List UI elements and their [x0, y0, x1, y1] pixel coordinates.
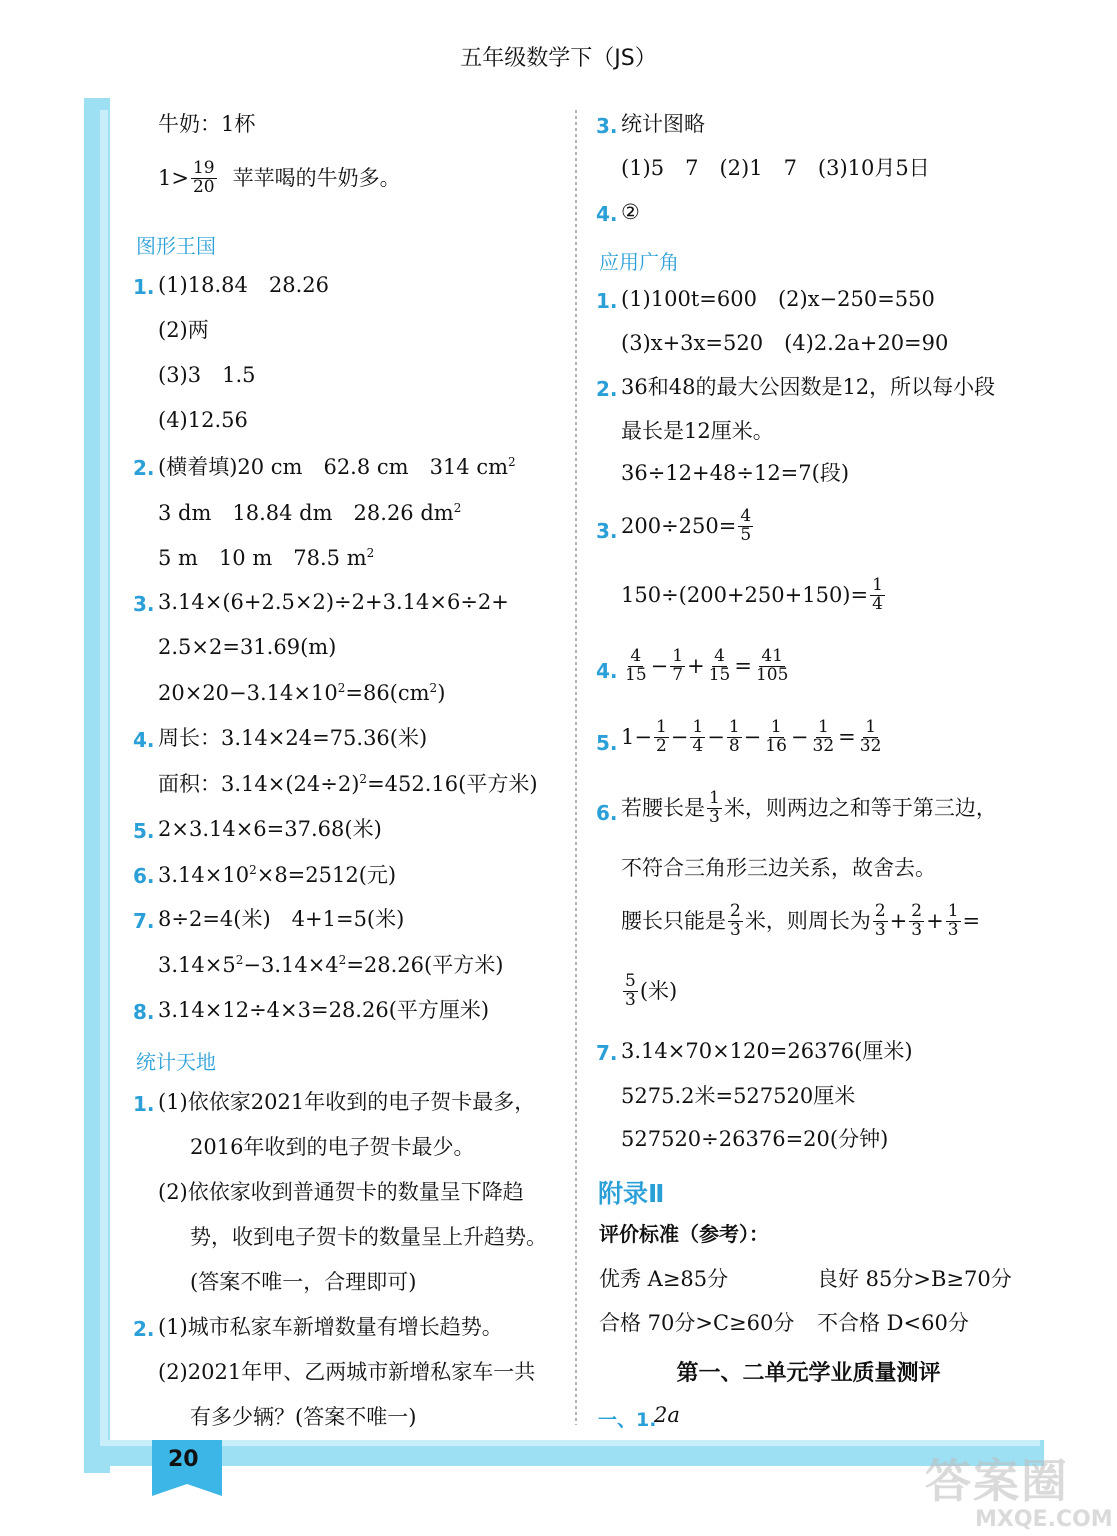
q1-c: (3)3 1.5 — [158, 363, 256, 387]
criteria-excellent: 优秀 A≥85分 — [599, 1267, 729, 1291]
fraction: $\frac{1}{3}$ — [947, 901, 959, 940]
fraction: $\frac{2}{3}$ — [911, 901, 923, 940]
watermark-url: MXQE.COM — [975, 1507, 1113, 1532]
q4-b: 面积：$3.14\times(24\div 2)^2=452.16$(平方米) — [158, 772, 538, 796]
q4-a: 周长：3.14×24=75.36(米) — [158, 726, 428, 750]
fraction: $\frac{4}{5}$ — [740, 506, 752, 545]
a5-expr: 1− $\frac{1}{2}$ − $\frac{1}{4}$ − $\frac{1}{8}$ − $\frac{1}{16}$ − $\frac{1}{32}$ = $\frac{1}{32}$ — [621, 717, 882, 756]
test-title: 第一、二单元学业质量测评 — [676, 1361, 941, 1386]
fraction: $\frac{1}{8}$ — [728, 717, 740, 756]
q1-b: (2)两 — [158, 318, 209, 342]
criteria-title: 评价标准（参考）： — [599, 1222, 769, 1246]
r4-number: 4. — [596, 202, 618, 226]
q8-number: 8. — [133, 1000, 155, 1024]
fraction: $\frac{1}{32}$ — [812, 717, 835, 756]
fraction: $\frac{4}{15}$ — [708, 646, 731, 685]
fraction: $\frac{41}{105}$ — [755, 646, 789, 685]
a7-c: 527520÷26376=20(分钟) — [621, 1127, 889, 1151]
s1-a: (1)依依家2021年收到的电子贺卡最多， — [158, 1090, 536, 1114]
a6-d: $\frac{5}{3}$ (米) — [625, 971, 678, 1010]
intro-compare — [158, 160, 401, 197]
s1-e: (答案不唯一，合理即可) — [190, 1270, 417, 1294]
q7-b: $3.14\times 5^2-3.14\times 4^2=28.26$(平方米) — [158, 953, 504, 977]
fraction: $\frac{1}{4}$ — [872, 575, 883, 614]
s1-number: 1. — [133, 1092, 155, 1116]
s1-c: (2)依依家收到普通贺卡的数量呈下降趋 — [158, 1180, 524, 1204]
a3-number: 3. — [596, 519, 618, 543]
fraction: $\frac{1}{3}$ — [709, 788, 720, 827]
test-start-number: 一、1. — [598, 1409, 657, 1431]
r4-a: ② — [621, 200, 640, 224]
q5-a: 2×3.14×6=37.68(米) — [158, 817, 382, 841]
a1-b: (3)x+3x=520 (4)2.2a+20=90 — [621, 331, 949, 355]
fraction: $\frac{1}{7}$ — [672, 646, 684, 685]
q7-number: 7. — [133, 909, 155, 933]
s2-c: 有多少辆？(答案不唯一) — [190, 1405, 417, 1429]
s2-b: (2)2021年甲、乙两城市新增私家车一共 — [158, 1360, 536, 1384]
compare-sign: 1> — [158, 165, 189, 190]
fraction: $\frac{1}{32}$ — [859, 717, 882, 756]
r3-b: (1)5 7 (2)1 7 (3)10月5日 — [621, 156, 930, 180]
a1-a: (1)100t=600 (2)x−250=550 — [621, 287, 935, 311]
intro-line1: 牛奶：1杯 — [158, 112, 256, 136]
a4-number: 4. — [596, 659, 618, 683]
fraction: $\frac{1}{2}$ — [655, 717, 667, 756]
fraction: $\frac{1}{16}$ — [765, 717, 787, 756]
a4-expr: $\frac{4}{15}$ − $\frac{1}{7}$ + $\frac{4}{15}$ = $\frac{41}{105}$ — [625, 646, 789, 685]
criteria-fail: 不合格 D<60分 — [817, 1311, 969, 1335]
compare-text: 苹苹喝的牛奶多。 — [232, 165, 401, 190]
s1-d: 势，收到电子贺卡的数量呈上升趋势。 — [190, 1225, 547, 1249]
q6-number: 6. — [133, 864, 155, 888]
q3-b: 2.5×2=31.69(m) — [158, 635, 337, 659]
fraction: $\frac{1}{4}$ — [692, 717, 704, 756]
q2-a: (横着填)20 cm 62.8 cm 314 $cm^2$ — [158, 455, 516, 479]
criteria-good: 良好 85分>B≥70分 — [817, 1267, 1012, 1291]
a6-b: 不符合三角形三边关系，故舍去。 — [621, 856, 936, 880]
s2-number: 2. — [133, 1317, 155, 1341]
q2-number: 2. — [133, 456, 155, 480]
a3-a: 200÷250= $\frac{4}{5}$ — [621, 506, 752, 545]
section-title-shapes: 图形王国 — [136, 234, 216, 258]
a2-number: 2. — [596, 377, 618, 401]
section-title-applied: 应用广角 — [599, 250, 679, 274]
q6-a: $3.14\times 10^2\times 8=2512$(元) — [158, 863, 397, 887]
q5-number: 5. — [133, 819, 155, 843]
a2-c: 36÷12+48÷12=7(段) — [621, 461, 850, 485]
r3-number: 3. — [596, 114, 618, 138]
appendix-title: 附录Ⅱ — [598, 1179, 665, 1208]
q8-a: 3.14×12÷4×3=28.26(平方厘米) — [158, 998, 490, 1022]
a1-number: 1. — [596, 289, 618, 313]
s2-a: (1)城市私家车新增数量有增长趋势。 — [158, 1315, 503, 1339]
q3-a: 3.14×(6+2.5×2)÷2+3.14×6÷2+ — [158, 590, 509, 614]
section-title-stats: 统计天地 — [136, 1050, 216, 1074]
fraction: $\frac{19}{20}$ — [192, 158, 215, 197]
a7-b: 5275.2米=527520厘米 — [621, 1084, 856, 1108]
a7-number: 7. — [596, 1041, 618, 1065]
fraction: $\frac{2}{3}$ — [730, 901, 741, 940]
a6-a: 若腰长是 $\frac{1}{3}$ 米，则两边之和等于第三边， — [621, 788, 997, 827]
q2-c: 5 m 10 m 78.5 $m^2$ — [158, 546, 375, 570]
a7-a: 3.14×70×120=26376(厘米) — [621, 1039, 913, 1063]
fraction: $\frac{4}{15}$ — [625, 646, 647, 685]
fraction: $\frac{2}{3}$ — [874, 901, 886, 940]
q3-number: 3. — [133, 592, 155, 616]
a2-a: 36和48的最大公因数是12，所以每小段 — [621, 375, 996, 399]
a5-number: 5. — [596, 731, 618, 755]
q1-d: (4)12.56 — [158, 408, 248, 432]
q4-number: 4. — [133, 728, 155, 752]
q1-a: (1)18.84 28.26 — [158, 273, 329, 297]
r3-a: 统计图略 — [621, 112, 705, 136]
a2-b: 最长是12厘米。 — [621, 419, 774, 443]
q2-b: 3 dm 18.84 dm 28.26 $dm^2$ — [158, 501, 462, 525]
fraction: $\frac{5}{3}$ — [625, 971, 636, 1010]
a3-b: 150÷(200+250+150)= $\frac{1}{4}$ — [621, 575, 883, 614]
a6-number: 6. — [596, 801, 618, 825]
a6-c: 腰长只能是 $\frac{2}{3}$ 米，则周长为 $\frac{2}{3}$ + $\frac{2}{3}$ + $\frac{1}{3}$ = — [621, 901, 981, 940]
page-header: 五年级数学下（JS） — [460, 46, 657, 71]
page-number: 20 — [168, 1447, 199, 1472]
q7-a: 8÷2=4(米) 4+1=5(米) — [158, 907, 405, 931]
watermark-logo: 答案圈 — [925, 1454, 1069, 1508]
q3-c: $20\times 20-3.14\times 10^2=86(cm^2)$ — [158, 681, 446, 705]
test-start-value: 2a — [654, 1403, 680, 1427]
criteria-pass: 合格 70分>C≥60分 — [599, 1311, 795, 1335]
watermark — [925, 1445, 1113, 1532]
s1-b: 2016年收到的电子贺卡最少。 — [190, 1135, 475, 1159]
q1-number: 1. — [133, 275, 155, 299]
